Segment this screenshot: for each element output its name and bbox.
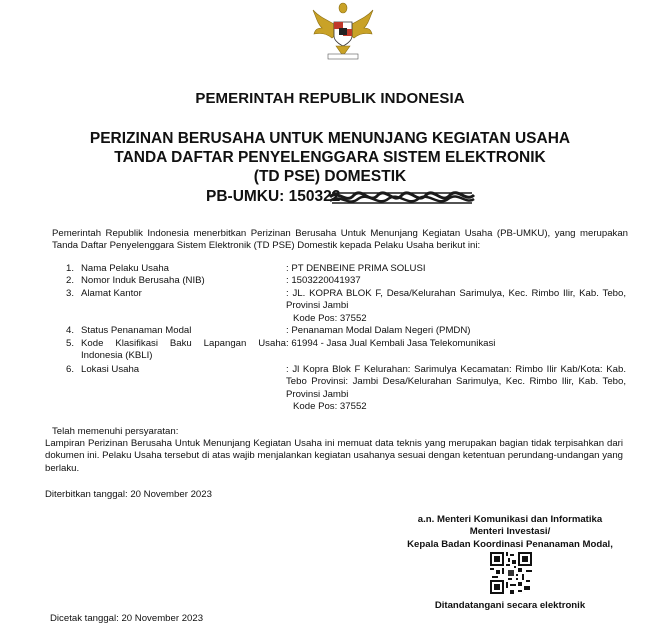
list-item: 6. Lokasi Usaha : Jl Kopra Blok F Kelurahan: Sarimulya Kecamatan: Rimbo Ilir Kab/Kota: Kab. Tebo Provinsi: Jambi Desa/Kelurahan Sarimulya, Kec. Rimbo Ilir, Kab. Tebo, Provinsi Jambi Kode Pos: 37552 <box>66 364 626 413</box>
signatory-line3: Kepala Badan Koordinasi Penanaman Modal, <box>407 538 613 550</box>
item-label: Nomor Induk Berusaha (NIB) <box>81 275 205 286</box>
item-label: Nama Pelaku Usaha <box>81 263 169 274</box>
intro-paragraph: Pemerintah Republik Indonesia menerbitkan Perizinan Berusaha Untuk Menunjang Kegiatan Usaha (PB-UMKU), yang merupakan Tanda Daftar Penyelenggara Sistem Elektronik (TD PSE) Domestik kepada Pelaku Usaha berikut ini: <box>52 228 628 252</box>
list-item: 3. Alamat Kantor : JL. KOPRA BLOK F, Desa/Kelurahan Sarimulya, Kec. Rimbo Ilir, Kab. Tebo, Provinsi Jambi Kode Pos: 37552 <box>66 288 626 324</box>
signatory-line2: Menteri Investasi/ <box>469 526 551 538</box>
qr-code <box>490 552 532 594</box>
pb-umku-visible: PB-UMKU: 150322 <box>206 188 341 205</box>
requirements-label: Telah memenuhi persyaratan: <box>52 426 179 437</box>
signatory-line1: a.n. Menteri Komunikasi dan Informatika <box>417 514 603 525</box>
item-label: Alamat Kantor <box>81 288 142 299</box>
item-value: : JL. KOPRA BLOK F, Desa/Kelurahan Sarimulya, Kec. Rimbo Ilir, Kab. Tebo, Provinsi Jambi Kode Pos: 37552 <box>286 288 626 324</box>
item-label: Status Penanaman Modal <box>81 325 192 336</box>
item-value: : 61994 - Jasa Jual Kembali Jasa Telekomunikasi <box>286 338 496 349</box>
signatory-block <box>395 514 625 551</box>
item-value: : Penanaman Modal Dalam Negeri (PMDN) <box>286 325 471 336</box>
pb-umku-number <box>206 187 340 206</box>
document-title-line2: TANDA DAFTAR PENYELENGGARA SISTEM ELEKTRONIK <box>114 149 546 166</box>
list-item: 5. Kode Klasifikasi Baku Lapangan Usaha Indonesia (KBLI) : 61994 - Jasa Jual Kembali Jasa Telekomunikasi <box>0 338 660 364</box>
item-value: : PT DENBEINE PRIMA SOLUSI <box>286 263 426 274</box>
item-label: Lokasi Usaha <box>81 364 140 375</box>
government-heading: PEMERINTAH REPUBLIK INDONESIA <box>195 90 465 107</box>
redaction-scribble <box>328 187 476 207</box>
item-value: : 1503220041937 <box>286 275 361 286</box>
item-label: Kode Klasifikasi Baku Lapangan Usaha Indonesia (KBLI) <box>81 338 286 362</box>
item-value: : Jl Kopra Blok F Kelurahan: Sarimulya Kecamatan: Rimbo Ilir Kab/Kota: Kab. Tebo Provinsi: Jambi Desa/Kelurahan Sarimulya, Kec. Rimbo Ilir, Kab. Tebo, Provinsi Jambi Kode Pos: 37552 <box>286 364 626 413</box>
document-title-line1: PERIZINAN BERUSAHA UNTUK MENUNJANG KEGIATAN USAHA <box>89 130 571 147</box>
printed-date: Dicetak tanggal: 20 November 2023 <box>50 613 204 624</box>
requirements-text: Lampiran Perizinan Berusaha Untuk Menunjang Kegiatan Usaha ini memuat data teknis yang merupakan bagian tidak terpisahkan dari dokumen ini. Pelaku Usaha tersebut di atas wajib menjalankan kegiatan usahanya sesuai dengan ketentuan perundang-undangan yang berlaku. <box>45 438 623 474</box>
signed-electronically: Ditandatangani secara elektronik <box>434 600 586 611</box>
document-title-line3: (TD PSE) DOMESTIK <box>253 168 407 185</box>
issued-date: Diterbitkan tanggal: 20 November 2023 <box>45 489 212 500</box>
garuda-pancasila-emblem <box>308 0 378 62</box>
